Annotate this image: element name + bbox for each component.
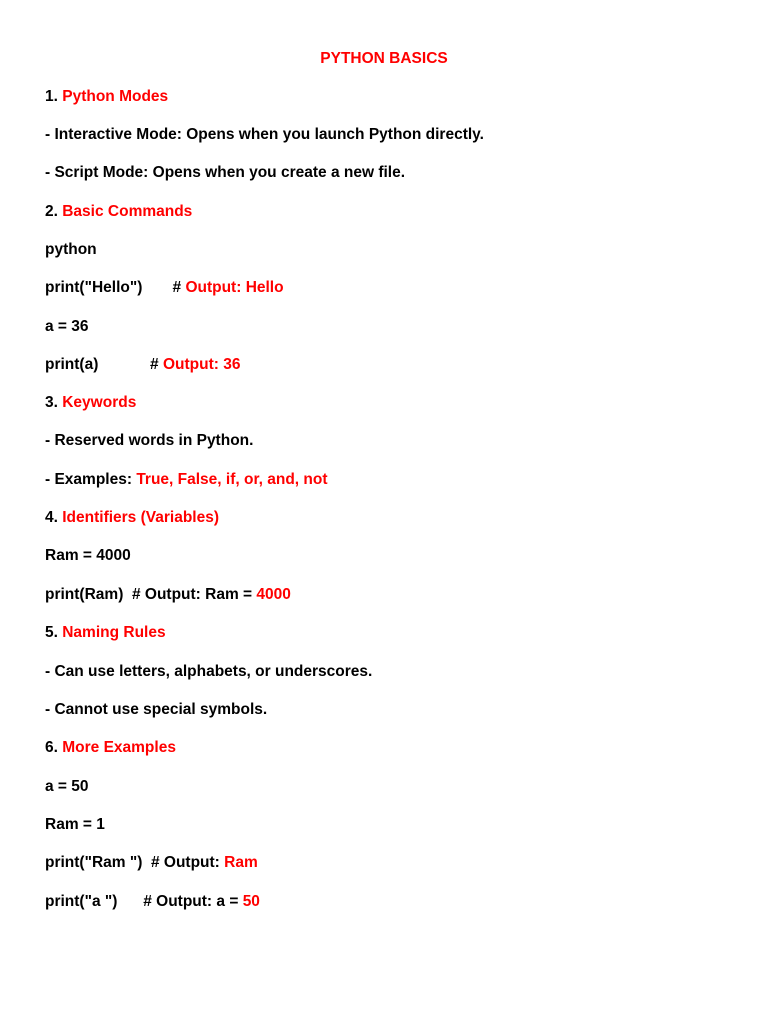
code-line: python <box>45 241 97 258</box>
output-value: 4000 <box>256 586 291 603</box>
output-value: Ram <box>224 854 258 871</box>
code-text: print("a ") # Output: a = <box>45 893 243 910</box>
text-prefix: - Examples: <box>45 471 137 488</box>
output-comment: Output: 36 <box>162 356 241 373</box>
section-heading-python-modes <box>45 86 168 108</box>
text-line <box>45 469 328 491</box>
section-heading-basic-commands <box>45 201 192 223</box>
text-line: - Cannot use special symbols. <box>45 701 268 718</box>
text-line: - Reserved words in Python. <box>45 432 254 449</box>
section-number: 2. <box>45 203 63 220</box>
code-line <box>45 584 291 606</box>
code-line <box>45 277 284 299</box>
code-text: print("Ram ") # Output: <box>45 854 225 871</box>
code-line <box>45 852 258 874</box>
section-number: 5. <box>45 624 63 641</box>
code-line <box>45 354 240 376</box>
section-title: Basic Commands <box>62 203 193 220</box>
section-number: 3. <box>45 394 63 411</box>
section-number: 4. <box>45 509 63 526</box>
section-heading-naming-rules <box>45 622 166 644</box>
section-title: More Examples <box>62 739 176 756</box>
text-line: - Script Mode: Opens when you create a new file. <box>45 164 406 181</box>
code-line: Ram = 4000 <box>45 547 131 564</box>
section-title: Identifiers (Variables) <box>62 509 220 526</box>
section-heading-identifiers <box>45 507 219 529</box>
code-text: print(a) # <box>45 356 163 373</box>
text-line: - Interactive Mode: Opens when you launch Python directly. <box>45 126 484 143</box>
output-value: 50 <box>242 893 260 910</box>
section-number: 6. <box>45 739 63 756</box>
code-line: Ram = 1 <box>45 816 105 833</box>
section-title: Naming Rules <box>62 624 166 641</box>
section-heading-keywords <box>45 392 136 414</box>
output-comment: Output: Hello <box>185 279 284 296</box>
section-number: 1. <box>45 88 63 105</box>
section-title: Python Modes <box>62 88 169 105</box>
text-line: - Can use letters, alphabets, or underscores. <box>45 663 373 680</box>
document-title: PYTHON BASICS <box>320 50 448 67</box>
section-heading-more-examples <box>45 737 176 759</box>
section-title: Keywords <box>62 394 137 411</box>
code-line: a = 36 <box>45 318 89 335</box>
code-text: print(Ram) # Output: Ram = <box>45 586 257 603</box>
code-line <box>45 891 260 913</box>
keyword-examples: True, False, if, or, and, not <box>136 471 328 488</box>
code-text: print("Hello") # <box>45 279 186 296</box>
code-line: a = 50 <box>45 778 89 795</box>
